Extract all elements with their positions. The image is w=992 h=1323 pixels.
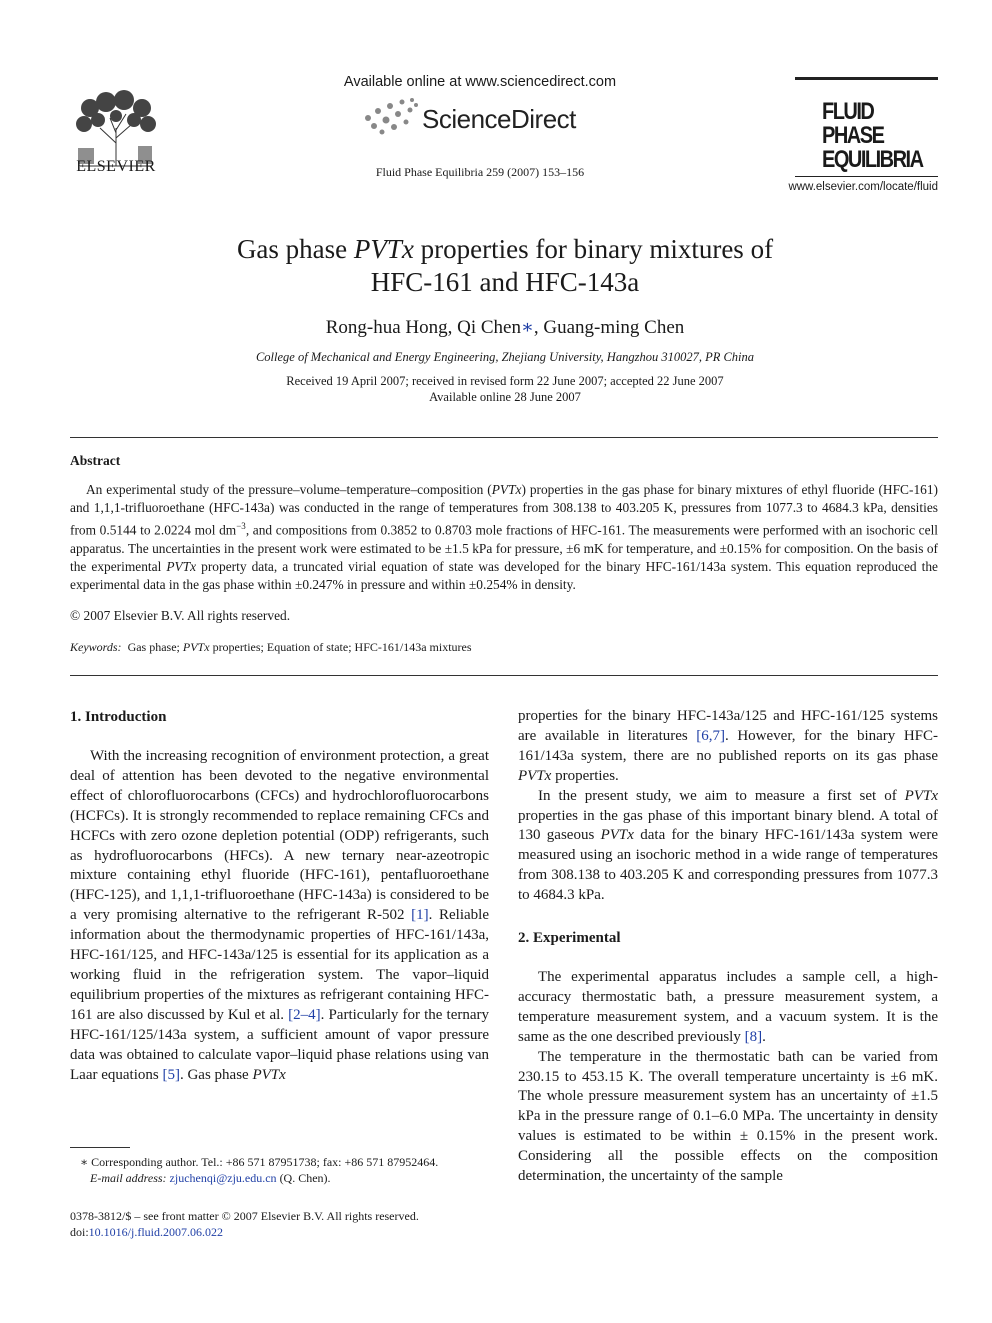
abstract-superscript: −3 [236, 521, 246, 532]
abstract-text-4: property data, a truncated virial equation of state was developed for the binary HFC-161/143a system. This equation reproduced the experimental data in the gas phase within ±0.247% in pressure and within ±0.254% in density. [70, 559, 939, 593]
keywords-text-1: Gas phase; [127, 640, 183, 654]
intro-text-b: . Reliable information about the thermodynamic properties of HFC-161/143a, HFC-161/125, and HFC-143a/125 is essential for its application as a working fluid in the refrigeration system. The vapor–liquid equilibrium properties of the mixtures as refrigerant containing HFC-161 are also discussed by Kul et al. [70, 907, 489, 1023]
intro-cont-a: properties for the binary HFC-143a/125 and HFC-161/125 systems are available in literatures [518, 708, 938, 744]
affiliation: College of Mechanical and Energy Engineering, Zhejiang University, Hangzhou 310027, PR China [255, 350, 755, 364]
keywords-em: PVTx [182, 640, 210, 654]
email-link[interactable]: zjuchenqi@zju.edu.cn [169, 1171, 277, 1185]
intro-p2-a: In the present study, we aim to measure a first set of [538, 787, 905, 804]
footnote-rule [70, 1147, 130, 1148]
title-part-1: Gas phase [236, 234, 354, 264]
sciencedirect-wordmark[interactable]: ScienceDirect [422, 104, 576, 134]
abstract-text-1: An experimental study of the pressure–volume–temperature–composition ( [86, 482, 492, 497]
citation-link[interactable]: [2–4] [288, 1006, 321, 1023]
citation-link[interactable]: [8] [744, 1028, 763, 1045]
exp-p1-a: The experimental apparatus includes a sample cell, a high-accuracy thermostatic bath, a pressure measurement system, a temperature measurement system, and a vacuum system. It is the same as the one described previously [518, 969, 938, 1045]
intro-paragraph-1 [70, 747, 489, 1085]
intro-cont-em: PVTx [518, 767, 552, 784]
title-line-2: HFC-161 and HFC-143a [370, 267, 640, 297]
experimental-paragraph-2: The temperature in the thermostatic bath can be varied from 230.15 to 453.15 K. The overall temperature uncertainty is ±6 mK. The whole pressure measurement system has an uncertainty of ±1.5 kPa in the pressure range of 0.1–6.0 MPa. The uncertainty in density values is estimated to be within ± 0.15% in the present work. Considering all the possible effects on the composition determination, the uncertainty of the sample [518, 1048, 938, 1185]
intro-p2-em-1: PVTx [904, 787, 938, 804]
intro-p2-em-2: PVTx [600, 827, 634, 844]
experimental-paragraph-1 [518, 968, 938, 1048]
intro-cont-c: properties. [551, 767, 619, 784]
intro-text-a: With the increasing recognition of environment protection, a great deal of attention has been devoted to the negative environmental effect of chlorofluorocarbons (CFCs) and hydrochlorofluorocarbons (HCFCs). It is strongly recommended to replace remaining CFCs and HCFCs with zero ozone depletion potential (ODP) refrigerants, such as hydrofluorocarbons (HFCs). A new ternary near-azeotropic mixture containing ethyl fluoride (HFC-161), pentafluoroethane (HFC-125), and 1,1,1-trifluoroethane (HFC-143a) is considered to be a very promising alternative to the refrigerant R-502 [70, 748, 489, 924]
footnote [70, 1154, 510, 1186]
email-label: E-mail address: [90, 1171, 167, 1185]
corresponding-author-mark[interactable]: ∗ [520, 317, 534, 338]
citation-link[interactable]: [5] [162, 1066, 180, 1083]
footnote-star: ∗ [80, 1155, 89, 1169]
abstract-em-1: PVTx [491, 482, 522, 497]
journal-logo-line-1: FLUID PHASE [822, 98, 884, 150]
email-suffix: (Q. Chen). [276, 1171, 331, 1185]
authors-part-1: Rong-hua Hong, Qi Chen [325, 317, 521, 338]
journal-logo [822, 98, 923, 174]
abstract-em-2: PVTx [166, 559, 197, 575]
authors-part-2: , Guang-ming Chen [533, 317, 685, 338]
issn-line: 0378-3812/$ – see front matter © 2007 Elsevier B.V. All rights reserved. [70, 1209, 419, 1223]
section-heading-experimental: 2. Experimental [518, 930, 621, 946]
keywords-label: Keywords: [70, 640, 122, 654]
citation-link[interactable]: [6,7] [696, 727, 726, 744]
keywords-text-2: properties; Equation of state; HFC-161/143a mixtures [209, 640, 472, 654]
intro-paragraph-2 [518, 787, 938, 906]
doi-line [70, 1224, 510, 1240]
right-column-bottom [518, 968, 938, 1187]
journal-citation: Fluid Phase Equilibria 259 (2007) 153–156 [375, 165, 585, 179]
footnote-corresponding [70, 1154, 510, 1170]
publisher-name: ELSEVIER [76, 158, 156, 175]
intro-text-d: . Gas phase [179, 1066, 253, 1083]
article-dates [150, 373, 860, 405]
abstract-text [70, 481, 938, 595]
received-dates: Received 19 April 2007; received in revised form 22 June 2007; accepted 22 June 2007 [286, 374, 724, 388]
citation-link[interactable]: [1] [411, 907, 429, 924]
front-matter [70, 1208, 510, 1240]
footnote-contact: Corresponding author. Tel.: +86 571 87951738; fax: +86 571 87952464. [88, 1155, 439, 1169]
intro-cont-b: . However, for the binary HFC-161/143a system, there are no published reports on its gas phase [518, 727, 938, 764]
intro-p2-b: properties in the gas phase of this important binary blend. A total of 130 gaseous [518, 807, 938, 844]
right-column-top [518, 707, 938, 906]
available-online-text[interactable]: Available online at www.sciencedirect.com [343, 74, 617, 90]
journal-logo-bottom-rule [795, 176, 938, 177]
available-online-date: Available online 28 June 2007 [429, 390, 581, 404]
abstract-text-3: , and compositions from 0.3852 to 0.8703 mole fractions of HFC-161. The measurements were performed with an isochoric cell apparatus. The uncertainties in the present work were estimated to be ±1.5 kPa for pressure, ±6 mK for temperature, and ±0.15% for composition. On the basis of the experimental [70, 522, 939, 575]
journal-url-link[interactable]: www.elsevier.com/locate/fluid [788, 181, 938, 193]
keywords [70, 640, 472, 655]
section-heading-introduction: 1. Introduction [70, 709, 167, 725]
title-part-2: properties for binary mixtures of [413, 234, 774, 264]
intro-p2-c: data for the binary HFC-161/143a system were measured using an isochoric method in a wide range of temperatures from 308.138 to 403.205 K and corresponding pressures from 1077.3 to 4684.3 kPa. [518, 827, 938, 904]
journal-logo-line-2: EQUILIBRIA [822, 146, 923, 174]
doi-link[interactable]: 10.1016/j.fluid.2007.06.022 [88, 1225, 224, 1239]
intro-text-c: . Particularly for the ternary HFC-161/125/143a system, a sufficient amount of vapor pressure data was obtained to calculate vapor–liquid phase relations using van Laar equations [70, 1006, 489, 1083]
copyright-notice: © 2007 Elsevier B.V. All rights reserved. [70, 608, 291, 623]
abstract-bottom-rule [70, 675, 938, 676]
footnote-email-line [70, 1170, 510, 1186]
intro-em: PVTx [252, 1066, 286, 1083]
abstract-text-2: ) properties in the gas phase for binary mixtures of ethyl fluoride (HFC-161) and 1,1,1-trifluoroethane (HFC-143a) was conducted in the range of temperatures from 308.138 to 403.205 K, pressures from 1077.3 to 4684.3 kPa, densities from 0.5144 to 2.0224 mol dm [70, 482, 938, 538]
article-title [150, 233, 860, 299]
doi-label: doi: [70, 1225, 89, 1239]
abstract-top-rule [70, 437, 938, 438]
title-emphasis: PVTx [353, 234, 414, 264]
abstract-heading: Abstract [70, 453, 121, 468]
author-list [150, 316, 860, 339]
journal-logo-top-rule [795, 77, 938, 80]
exp-p1-b: . [762, 1028, 766, 1045]
left-column [70, 747, 489, 1085]
intro-continuation [518, 707, 938, 787]
